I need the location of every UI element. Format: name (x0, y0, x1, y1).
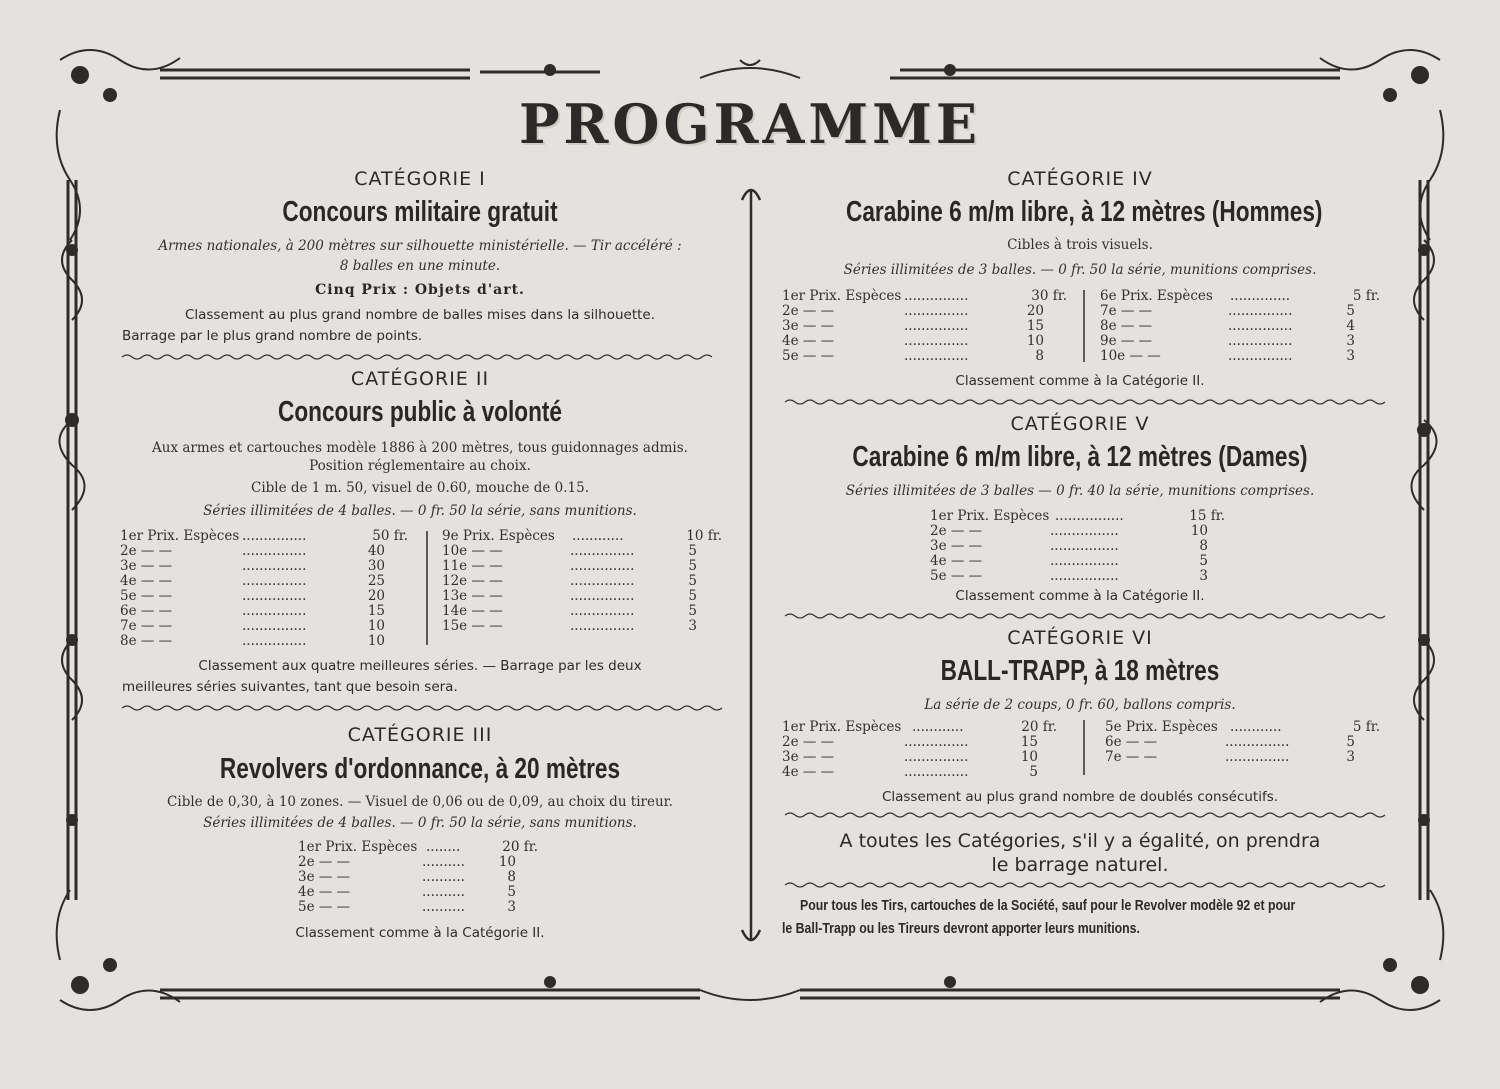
cat6-prize-table-b (1105, 720, 1385, 765)
cat6-prize-table-a (782, 720, 1072, 780)
cat6-name: BALL-TRAPP, à 18 mètres (940, 655, 1220, 687)
cat2-ranking-1: Classement aux quatre meilleures séries. — Barrage par les deux (198, 658, 642, 674)
cat3-name: Revolvers d'ordonnance, à 20 mètres (219, 753, 621, 785)
prize-row: 10e — — ............... 3 (1100, 348, 1355, 364)
cat6-ranking: Classement au plus grand nombre de doublés consécutifs. (881, 789, 1279, 805)
cat3-prize-table (298, 840, 538, 915)
page-title: PROGRAMME (518, 92, 982, 156)
cat1-prizes: Cinq Prix : Objets d'art. (315, 282, 525, 298)
prize-row: 4e — — ................ 5 (930, 553, 1208, 569)
cat5-heading: CATÉGORIE V (1010, 413, 1150, 435)
prize-row: 4e — — ............... 10 (782, 333, 1044, 349)
cat2-heading: CATÉGORIE II (350, 368, 490, 390)
ammo-note-2: le Ball-Trapp ou les Tireurs devront apporter leurs munitions. (782, 920, 1140, 937)
cat4-heading: CATÉGORIE IV (1007, 168, 1153, 190)
prize-row: 4e — — ............... 5 (782, 764, 1038, 780)
prize-row: 6e — — ............... 15 (120, 603, 385, 619)
prize-row: 1er Prix. Espèces ............ 20 fr. (782, 719, 1057, 735)
cat2-prize-table-a (120, 529, 410, 649)
cat2-desc-3: Cible de 1 m. 50, visuel de 0.60, mouche de 0.15. (251, 480, 589, 496)
cat3-ranking: Classement comme à la Catégorie II. (295, 925, 545, 941)
cat3-desc-1: Cible de 0,30, à 10 zones. — Visuel de 0,06 ou de 0,09, au choix du tireur. (167, 794, 673, 810)
cat2-desc-1: Aux armes et cartouches modèle 1886 à 200 mètres, tous guidonnages admis. (152, 440, 688, 456)
cat4-series: Séries illimitées de 3 balles. — 0 fr. 50 la série, munitions comprises. (843, 262, 1317, 278)
cat1-desc-1: Armes nationales, à 200 mètres sur silhouette ministérielle. — Tir accéléré : (158, 238, 682, 254)
cat6-series: La série de 2 coups, 0 fr. 60, ballons compris. (924, 697, 1236, 713)
prize-row: 1er Prix. Espèces ........ 20 fr. (298, 839, 538, 855)
prize-row: 8e — — ............... 10 (120, 633, 385, 649)
prize-row: 5e — — ............... 20 (120, 588, 385, 604)
cat2-name: Concours public à volonté (277, 396, 563, 428)
cat4-ranking: Classement comme à la Catégorie II. (955, 373, 1205, 389)
prize-row: 5e Prix. Espèces ............ 5 fr. (1105, 719, 1380, 735)
prize-row: 1er Prix. Espèces ................ 15 fr. (930, 508, 1225, 524)
prize-row: 12e — — ............... 5 (442, 573, 697, 589)
all-categories-note-1: A toutes les Catégories, s'il y a égalité, on prendra (839, 830, 1321, 852)
cat2-series: Séries illimitées de 4 balles. — 0 fr. 50 la série, sans munitions. (203, 503, 637, 519)
prize-row: 9e — — ............... 3 (1100, 333, 1355, 349)
prize-row: 13e — — ............... 5 (442, 588, 697, 604)
cat1-desc-2: 8 balles en une minute. (339, 258, 501, 274)
cat5-prize-table (930, 509, 1230, 584)
prize-row: 3e — — ............... 15 (782, 318, 1044, 334)
prize-row: 4e — — .......... 5 (298, 884, 516, 900)
prize-row: 7e — — ............... 3 (1105, 749, 1355, 765)
prize-row: 4e — — ............... 25 (120, 573, 385, 589)
prize-row: 1er Prix. Espèces ............... 50 fr. (120, 528, 408, 544)
prize-row: 3e — — ............... 10 (782, 749, 1038, 765)
all-categories-note-2: le barrage naturel. (991, 854, 1169, 876)
cat1-ranking-1: Classement au plus grand nombre de balles mises dans la silhouette. (184, 307, 656, 323)
prize-row: 2e — — ............... 15 (782, 734, 1038, 750)
prize-row: 8e — — ............... 4 (1100, 318, 1355, 334)
prize-row: 9e Prix. Espèces ............ 10 fr. (442, 528, 722, 544)
cat5-name: Carabine 6 m/m libre, à 12 mètres (Dames) (852, 441, 1308, 473)
cat5-ranking: Classement comme à la Catégorie II. (955, 588, 1205, 604)
cat3-heading: CATÉGORIE III (347, 724, 493, 746)
prize-row: 5e — — .......... 3 (298, 899, 516, 915)
prize-row: 3e — — ................ 8 (930, 538, 1208, 554)
cat1-name: Concours militaire gratuit (282, 196, 558, 228)
prize-row: 10e — — ............... 5 (442, 543, 697, 559)
prize-row: 2e — — ................ 10 (930, 523, 1208, 539)
cat6-heading: CATÉGORIE VI (1007, 627, 1153, 649)
prize-row: 5e — — ............... 8 (782, 348, 1044, 364)
prize-row: 7e — — ............... 5 (1100, 303, 1355, 319)
cat5-series: Séries illimitées de 3 balles — 0 fr. 40 la série, munitions comprises. (845, 483, 1315, 499)
cat2-prize-table-b (442, 529, 722, 634)
prize-row: 6e Prix. Espèces .............. 5 fr. (1100, 288, 1380, 304)
prize-row: 2e — — ............... 20 (782, 303, 1044, 319)
prize-row: 2e — — ............... 40 (120, 543, 385, 559)
prize-row: 11e — — ............... 5 (442, 558, 697, 574)
prize-row: 14e — — ............... 5 (442, 603, 697, 619)
cat3-series: Séries illimitées de 4 balles. — 0 fr. 50 la série, sans munitions. (203, 815, 637, 831)
ammo-note-1: Pour tous les Tirs, cartouches de la Société, sauf pour le Revolver modèle 92 et pour (800, 897, 1296, 914)
cat4-desc-1: Cibles à trois visuels. (1007, 237, 1153, 253)
cat2-desc-2: Position réglementaire au choix. (309, 458, 531, 474)
cat1-heading: CATÉGORIE I (354, 168, 486, 190)
cat4-prize-table-a (782, 289, 1072, 364)
prize-row: 1er Prix. Espèces ............... 30 fr. (782, 288, 1067, 304)
cat4-name: Carabine 6 m/m libre, à 12 mètres (Hommes) (846, 196, 1323, 228)
prize-row: 15e — — ............... 3 (442, 618, 697, 634)
prize-row: 5e — — ................ 3 (930, 568, 1208, 584)
cat1-ranking-2: Barrage par le plus grand nombre de points. (122, 328, 423, 344)
prize-row: 3e — — ............... 30 (120, 558, 385, 574)
prize-row: 2e — — .......... 10 (298, 854, 516, 870)
prize-row: 3e — — .......... 8 (298, 869, 516, 885)
prize-row: 7e — — ............... 10 (120, 618, 385, 634)
cat4-prize-table-b (1100, 289, 1385, 364)
prize-row: 6e — — ............... 5 (1105, 734, 1355, 750)
cat2-ranking-2: meilleures séries suivantes, tant que besoin sera. (122, 679, 458, 695)
